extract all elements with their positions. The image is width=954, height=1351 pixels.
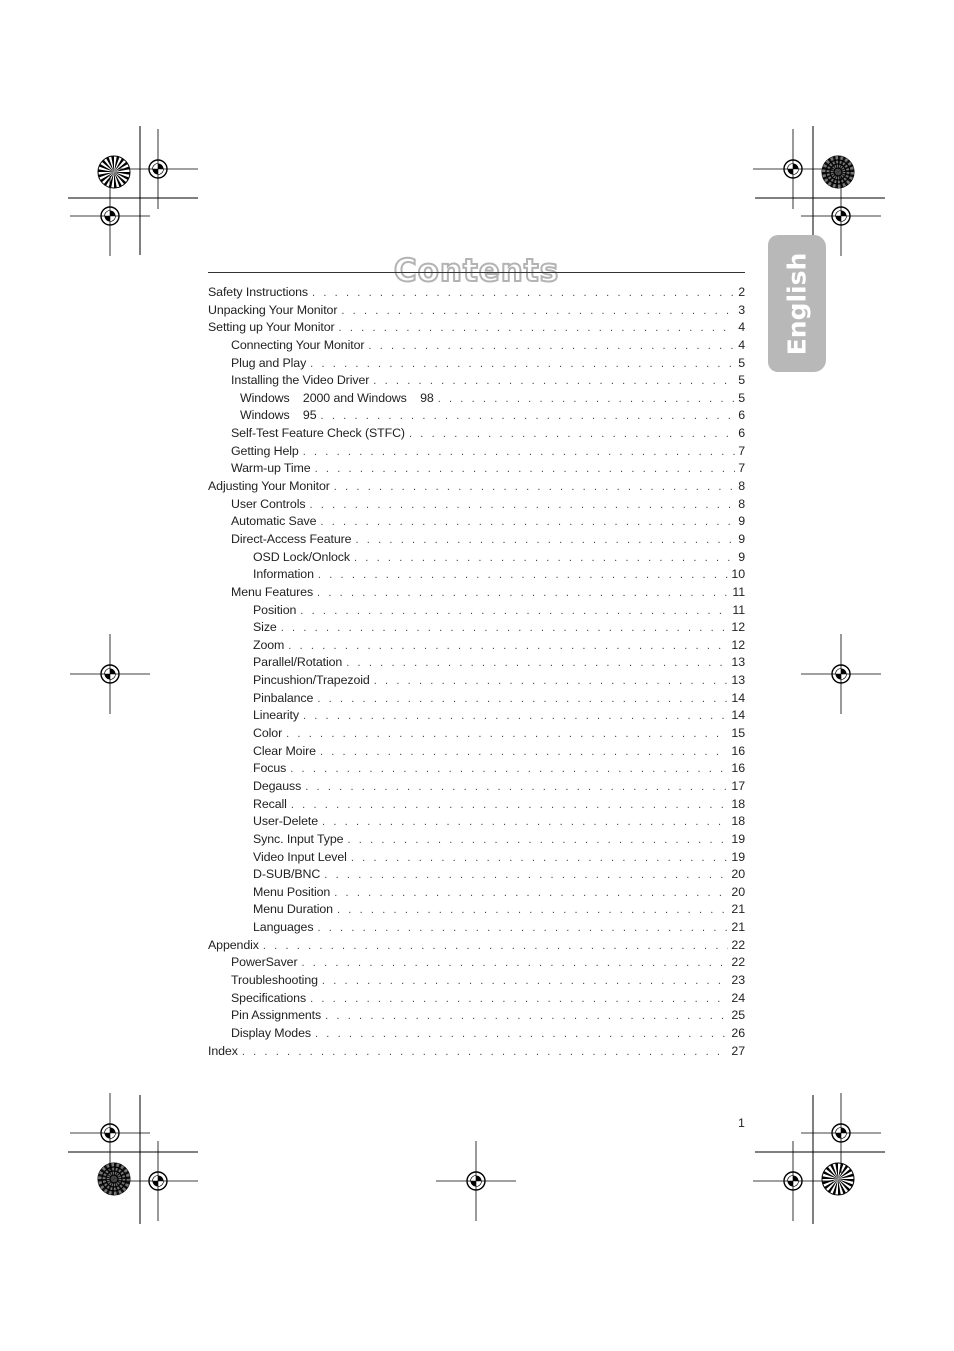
toc-entry-page: 13 bbox=[731, 655, 745, 670]
table-of-contents bbox=[208, 284, 745, 1060]
toc-entry-page: 11 bbox=[732, 602, 745, 617]
toc-entry-title: Menu Position bbox=[253, 884, 331, 899]
dot-leader bbox=[368, 338, 735, 356]
toc-entry[interactable] bbox=[208, 619, 745, 637]
toc-entry-page: 14 bbox=[731, 708, 745, 723]
toc-entry-page: 22 bbox=[731, 955, 745, 970]
toc-entry-title: Sync. Input Type bbox=[253, 831, 344, 846]
dot-leader bbox=[317, 585, 729, 603]
toc-entry[interactable] bbox=[208, 319, 745, 337]
toc-entry-title: Parallel/Rotation bbox=[253, 655, 343, 670]
toc-entry-page: 4 bbox=[738, 320, 745, 335]
toc-entry-title: Troubleshooting bbox=[231, 972, 318, 987]
toc-entry-page: 3 bbox=[738, 302, 745, 317]
dot-leader bbox=[315, 1026, 728, 1044]
dot-leader bbox=[438, 391, 736, 409]
dot-leader bbox=[322, 814, 728, 832]
dot-leader bbox=[320, 744, 728, 762]
dot-leader bbox=[310, 991, 728, 1009]
registration-crosshair bbox=[118, 129, 198, 209]
toc-entry-page: 16 bbox=[731, 743, 745, 758]
toc-entry-page: 8 bbox=[738, 496, 745, 511]
toc-entry-title: Adjusting Your Monitor bbox=[208, 479, 330, 494]
dot-leader bbox=[355, 532, 735, 550]
dot-leader bbox=[374, 673, 729, 691]
dot-leader bbox=[334, 885, 728, 903]
toc-entry[interactable] bbox=[208, 390, 745, 408]
toc-entry-title: Self-Test Feature Check (STFC) bbox=[231, 426, 405, 441]
toc-entry[interactable] bbox=[208, 549, 745, 567]
dot-leader bbox=[339, 320, 736, 338]
toc-entry-page: 9 bbox=[738, 531, 745, 546]
toc-entry[interactable] bbox=[208, 460, 745, 478]
toc-entry-title: Pinbalance bbox=[253, 690, 314, 705]
dot-leader bbox=[305, 779, 728, 797]
dot-leader bbox=[317, 920, 728, 938]
toc-entry-title: Linearity bbox=[253, 708, 299, 723]
dot-leader bbox=[315, 461, 736, 479]
toc-entry-page: 19 bbox=[731, 831, 745, 846]
toc-entry-page: 4 bbox=[738, 337, 745, 352]
toc-entry[interactable] bbox=[208, 866, 745, 884]
toc-entry[interactable] bbox=[208, 584, 745, 602]
dot-leader bbox=[288, 638, 728, 656]
toc-entry-page: 20 bbox=[731, 884, 745, 899]
registration-crosshair bbox=[118, 1141, 198, 1221]
dot-leader bbox=[351, 850, 729, 868]
dot-leader bbox=[325, 1008, 728, 1026]
toc-entry-page: 5 bbox=[738, 390, 745, 405]
toc-entry-page: 5 bbox=[738, 373, 745, 388]
dot-leader bbox=[324, 867, 728, 885]
toc-entry-title: Size bbox=[253, 620, 277, 635]
toc-entry[interactable] bbox=[208, 937, 745, 955]
toc-entry-page: 22 bbox=[731, 937, 745, 952]
toc-entry-page: 5 bbox=[738, 355, 745, 370]
dot-leader bbox=[347, 832, 728, 850]
toc-entry-title: Color bbox=[253, 726, 283, 741]
dot-leader bbox=[317, 691, 728, 709]
toc-entry-title: Languages bbox=[253, 920, 314, 935]
toc-entry-page: 9 bbox=[738, 549, 745, 564]
toc-entry-title: Display Modes bbox=[231, 1025, 311, 1040]
toc-entry-title: Clear Moire bbox=[253, 743, 316, 758]
toc-entry[interactable] bbox=[208, 407, 745, 425]
toc-entry[interactable] bbox=[208, 743, 745, 761]
toc-entry-page: 27 bbox=[731, 1043, 745, 1058]
toc-entry-title: User-Delete bbox=[253, 814, 319, 829]
toc-entry-title: User Controls bbox=[231, 496, 306, 511]
toc-entry[interactable] bbox=[208, 1025, 745, 1043]
toc-entry-title: D-SUB/BNC bbox=[253, 867, 321, 882]
toc-entry-title: Pincushion/Trapezoid bbox=[253, 673, 370, 688]
dot-leader bbox=[354, 550, 735, 568]
dot-leader bbox=[300, 603, 729, 621]
toc-entry-page: 20 bbox=[731, 867, 745, 882]
registration-crosshair bbox=[70, 1093, 150, 1173]
toc-entry-page: 2 bbox=[738, 285, 745, 299]
registration-starburst bbox=[822, 1163, 854, 1195]
toc-entry-page: 19 bbox=[731, 849, 745, 864]
toc-entry-title: Installing the Video Driver bbox=[231, 373, 370, 388]
toc-entry-page: 24 bbox=[731, 990, 745, 1005]
registration-starburst bbox=[98, 156, 130, 188]
toc-entry[interactable] bbox=[208, 954, 745, 972]
toc-entry-page: 25 bbox=[731, 1008, 745, 1023]
toc-entry[interactable] bbox=[208, 990, 745, 1008]
toc-entry[interactable] bbox=[208, 690, 745, 708]
toc-entry-title: Appendix bbox=[208, 937, 259, 952]
registration-crosshair bbox=[753, 1141, 833, 1221]
toc-entry[interactable] bbox=[208, 796, 745, 814]
toc-entry-page: 14 bbox=[731, 690, 745, 705]
registration-crosshair bbox=[753, 129, 833, 209]
toc-entry[interactable] bbox=[208, 884, 745, 902]
toc-entry[interactable] bbox=[208, 513, 745, 531]
dot-leader bbox=[286, 726, 728, 744]
toc-entry-page: 23 bbox=[731, 972, 745, 987]
toc-entry-title: Degauss bbox=[253, 778, 302, 793]
toc-entry-title: Getting Help bbox=[231, 443, 299, 458]
dot-leader bbox=[290, 761, 728, 779]
toc-entry-title: Focus bbox=[253, 761, 287, 776]
toc-entry[interactable] bbox=[208, 355, 745, 373]
toc-entry-page: 6 bbox=[738, 426, 745, 441]
page-title: Contents bbox=[393, 252, 560, 289]
language-tab-label: English bbox=[782, 252, 812, 355]
toc-entry-title: Menu Duration bbox=[253, 902, 333, 917]
dot-leader bbox=[309, 497, 735, 515]
toc-entry[interactable] bbox=[208, 337, 745, 355]
toc-entry-page: 18 bbox=[731, 814, 745, 829]
toc-entry-title: Zoom bbox=[253, 637, 285, 652]
toc-entry[interactable] bbox=[208, 531, 745, 549]
toc-entry[interactable] bbox=[208, 1007, 745, 1025]
toc-entry[interactable] bbox=[208, 284, 745, 302]
toc-entry-page: 12 bbox=[731, 620, 745, 635]
toc-entry[interactable] bbox=[208, 707, 745, 725]
toc-entry[interactable] bbox=[208, 919, 745, 937]
dot-leader bbox=[334, 479, 735, 497]
toc-entry-page: 15 bbox=[731, 726, 745, 741]
registration-starburst bbox=[98, 1163, 130, 1195]
toc-entry[interactable] bbox=[208, 302, 745, 320]
toc-entry-page: 18 bbox=[731, 796, 745, 811]
toc-entry-page: 7 bbox=[738, 443, 745, 458]
toc-entry-title: PowerSaver bbox=[231, 955, 298, 970]
toc-entry-title: Unpacking Your Monitor bbox=[208, 302, 338, 317]
toc-entry[interactable] bbox=[208, 725, 745, 743]
toc-entry-page: 7 bbox=[738, 461, 745, 476]
toc-entry-title: Connecting Your Monitor bbox=[231, 337, 365, 352]
toc-entry-title: Windows 2000 and Windows 98 bbox=[240, 390, 434, 405]
toc-entry[interactable] bbox=[208, 1043, 745, 1061]
page-number: 1 bbox=[738, 1116, 745, 1130]
toc-entry-page: 13 bbox=[731, 673, 745, 688]
toc-entry-page: 16 bbox=[731, 761, 745, 776]
toc-entry[interactable] bbox=[208, 654, 745, 672]
toc-entry[interactable] bbox=[208, 496, 745, 514]
toc-entry-title: Safety Instructions bbox=[208, 285, 309, 299]
registration-crosshair bbox=[801, 634, 881, 714]
toc-entry[interactable] bbox=[208, 901, 745, 919]
dot-leader bbox=[322, 973, 729, 991]
dot-leader bbox=[346, 655, 728, 673]
registration-starburst bbox=[822, 156, 854, 188]
toc-entry-title: Direct-Access Feature bbox=[231, 531, 352, 546]
toc-entry[interactable] bbox=[208, 372, 745, 390]
toc-entry[interactable] bbox=[208, 566, 745, 584]
toc-entry[interactable] bbox=[208, 425, 745, 443]
toc-entry-title: Plug and Play bbox=[231, 355, 307, 370]
toc-entry-title: Information bbox=[253, 567, 314, 582]
toc-entry-page: 12 bbox=[731, 637, 745, 652]
toc-entry-title: Position bbox=[253, 602, 297, 617]
dot-leader bbox=[263, 938, 729, 956]
toc-entry-title: Windows 95 bbox=[240, 408, 317, 423]
dot-leader bbox=[318, 567, 729, 585]
registration-crosshair bbox=[70, 176, 150, 256]
toc-entry-title: Index bbox=[208, 1043, 238, 1058]
registration-crosshair bbox=[436, 1141, 516, 1221]
toc-entry-title: Menu Features bbox=[231, 584, 314, 599]
dot-leader bbox=[320, 514, 735, 532]
toc-entry-page: 21 bbox=[731, 902, 745, 917]
language-tab bbox=[768, 235, 826, 372]
dot-leader bbox=[242, 1044, 729, 1062]
toc-entry-title: Specifications bbox=[231, 990, 307, 1005]
toc-entry-title: Warm-up Time bbox=[231, 461, 311, 476]
toc-entry-page: 6 bbox=[738, 408, 745, 423]
dot-leader bbox=[312, 285, 735, 303]
toc-entry[interactable] bbox=[208, 849, 745, 867]
toc-entry[interactable] bbox=[208, 637, 745, 655]
toc-entry-title: Recall bbox=[253, 796, 287, 811]
toc-entry-page: 21 bbox=[731, 920, 745, 935]
toc-entry[interactable] bbox=[208, 778, 745, 796]
toc-entry-page: 9 bbox=[738, 514, 745, 529]
registration-crosshair bbox=[70, 634, 150, 714]
toc-entry-page: 26 bbox=[731, 1025, 745, 1040]
toc-entry-page: 10 bbox=[731, 567, 745, 582]
dot-leader bbox=[302, 955, 729, 973]
dot-leader bbox=[341, 303, 735, 321]
toc-entry[interactable] bbox=[208, 831, 745, 849]
toc-entry[interactable] bbox=[208, 478, 745, 496]
toc-entry[interactable] bbox=[208, 672, 745, 690]
dot-leader bbox=[321, 408, 736, 426]
toc-entry-title: Video Input Level bbox=[253, 849, 347, 864]
toc-entry-title: OSD Lock/Onlock bbox=[253, 549, 350, 564]
toc-entry-page: 17 bbox=[731, 778, 745, 793]
toc-entry-page: 8 bbox=[738, 479, 745, 494]
dot-leader bbox=[409, 426, 735, 444]
dot-leader bbox=[281, 620, 729, 638]
dot-leader bbox=[303, 708, 728, 726]
toc-entry[interactable] bbox=[208, 813, 745, 831]
title-rule bbox=[208, 272, 745, 273]
dot-leader bbox=[310, 356, 735, 374]
toc-entry[interactable] bbox=[208, 602, 745, 620]
toc-entry[interactable] bbox=[208, 443, 745, 461]
dot-leader bbox=[373, 373, 735, 391]
dot-leader bbox=[337, 902, 728, 920]
dot-leader bbox=[303, 444, 736, 462]
toc-entry[interactable] bbox=[208, 760, 745, 778]
toc-entry-title: Pin Assignments bbox=[231, 1008, 322, 1023]
toc-entry[interactable] bbox=[208, 972, 745, 990]
dot-leader bbox=[291, 797, 729, 815]
toc-entry-title: Automatic Save bbox=[231, 514, 317, 529]
toc-entry-page: 11 bbox=[732, 584, 745, 599]
toc-entry-title: Setting up Your Monitor bbox=[208, 320, 335, 335]
